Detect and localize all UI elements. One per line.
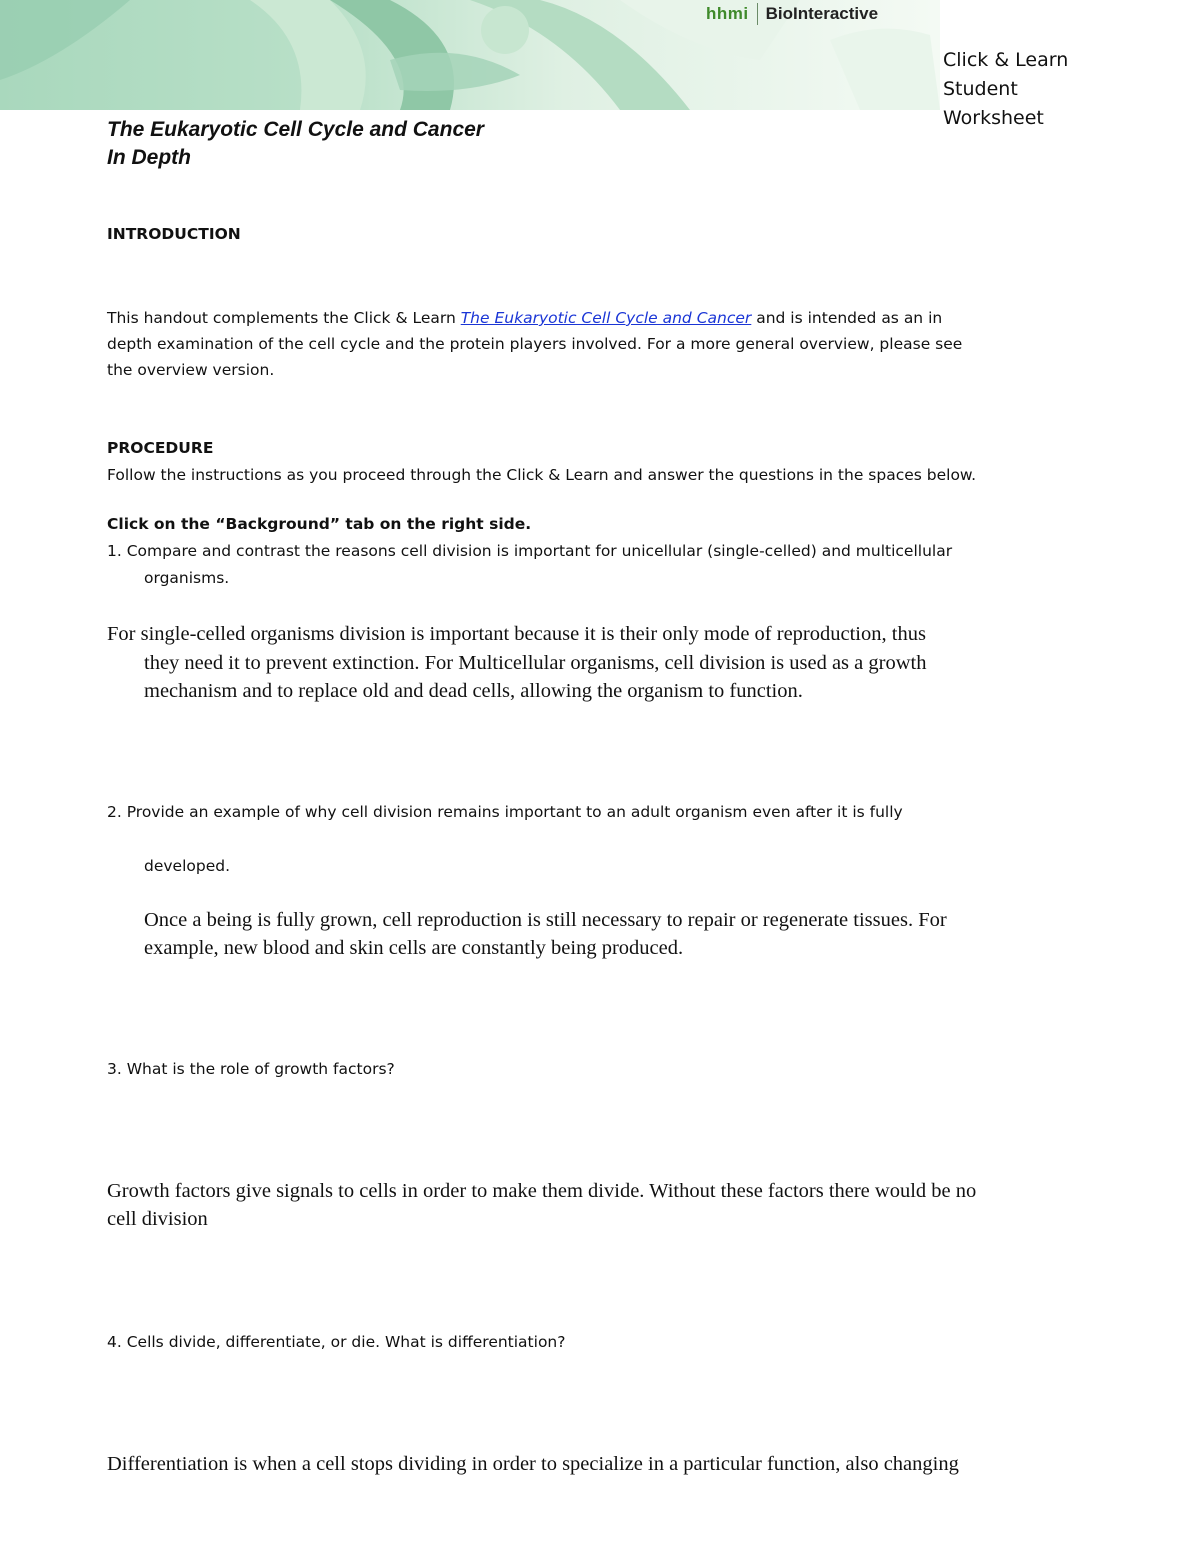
procedure-instructions: Follow the instructions as you proceed through the Click & Learn and answer the questions in the spaces below.: [107, 466, 977, 484]
corner-label-line: Click & Learn: [943, 49, 1069, 71]
question-1-text: organisms.: [144, 569, 230, 587]
click-and-learn-link[interactable]: The Eukaryotic Cell Cycle and Cancer: [460, 309, 752, 327]
answer-1-text: mechanism and to replace old and dead cells, allowing the organism to function.: [144, 680, 803, 702]
logo-biointeractive-text: BioInteractive: [765, 4, 879, 23]
background-tab-instruction: Click on the “Background” tab on the right side.: [107, 515, 532, 533]
title-line: In Depth: [107, 146, 191, 169]
intro-paragraph-line: [107, 305, 942, 331]
intro-text: and is intended as an in: [751, 309, 943, 327]
answer-2-text: Once a being is fully grown, cell reproduction is still necessary to repair or regenerate tissues. For: [144, 909, 947, 931]
answer-3-text: Growth factors give signals to cells in order to make them divide. Without these factors there would be no: [107, 1180, 977, 1202]
question-2-text: developed.: [144, 857, 231, 875]
procedure-heading: PROCEDURE: [107, 439, 214, 457]
introduction-heading: INTRODUCTION: [107, 225, 241, 243]
logo-hhmi-text: hhmi: [706, 4, 749, 23]
intro-paragraph-line: depth examination of the cell cycle and the protein players involved. For a more general overview, please see: [107, 335, 963, 353]
page-title: [107, 116, 484, 172]
corner-label-line: Student: [943, 78, 1018, 100]
question-3-text: 3. What is the role of growth factors?: [107, 1060, 395, 1078]
answer-3-text: cell division: [107, 1208, 208, 1230]
logo-divider: [757, 3, 758, 25]
answer-2-text: example, new blood and skin cells are constantly being produced.: [144, 937, 684, 959]
title-line: The Eukaryotic Cell Cycle and Cancer: [107, 118, 484, 141]
question-1-text: 1. Compare and contrast the reasons cell division is important for unicellular (single-celled) and multicellular: [107, 542, 953, 560]
question-2-text: 2. Provide an example of why cell division remains important to an adult organism even after it is fully: [107, 803, 903, 821]
question-4-text: 4. Cells divide, differentiate, or die. What is differentiation?: [107, 1333, 566, 1351]
corner-label: [943, 46, 1068, 133]
intro-paragraph-line: the overview version.: [107, 361, 275, 379]
intro-text: This handout complements the Click & Learn: [107, 309, 461, 327]
answer-1-text: they need it to prevent extinction. For Multicellular organisms, cell division is used as a growth: [144, 652, 927, 674]
answer-1-text: For single-celled organisms division is important because it is their only mode of reproduction, thus: [107, 623, 926, 645]
corner-label-line: Worksheet: [943, 107, 1044, 129]
hhmi-biointeractive-logo: [706, 3, 878, 25]
answer-4-text: Differentiation is when a cell stops dividing in order to specialize in a particular function, also changing: [107, 1453, 959, 1475]
